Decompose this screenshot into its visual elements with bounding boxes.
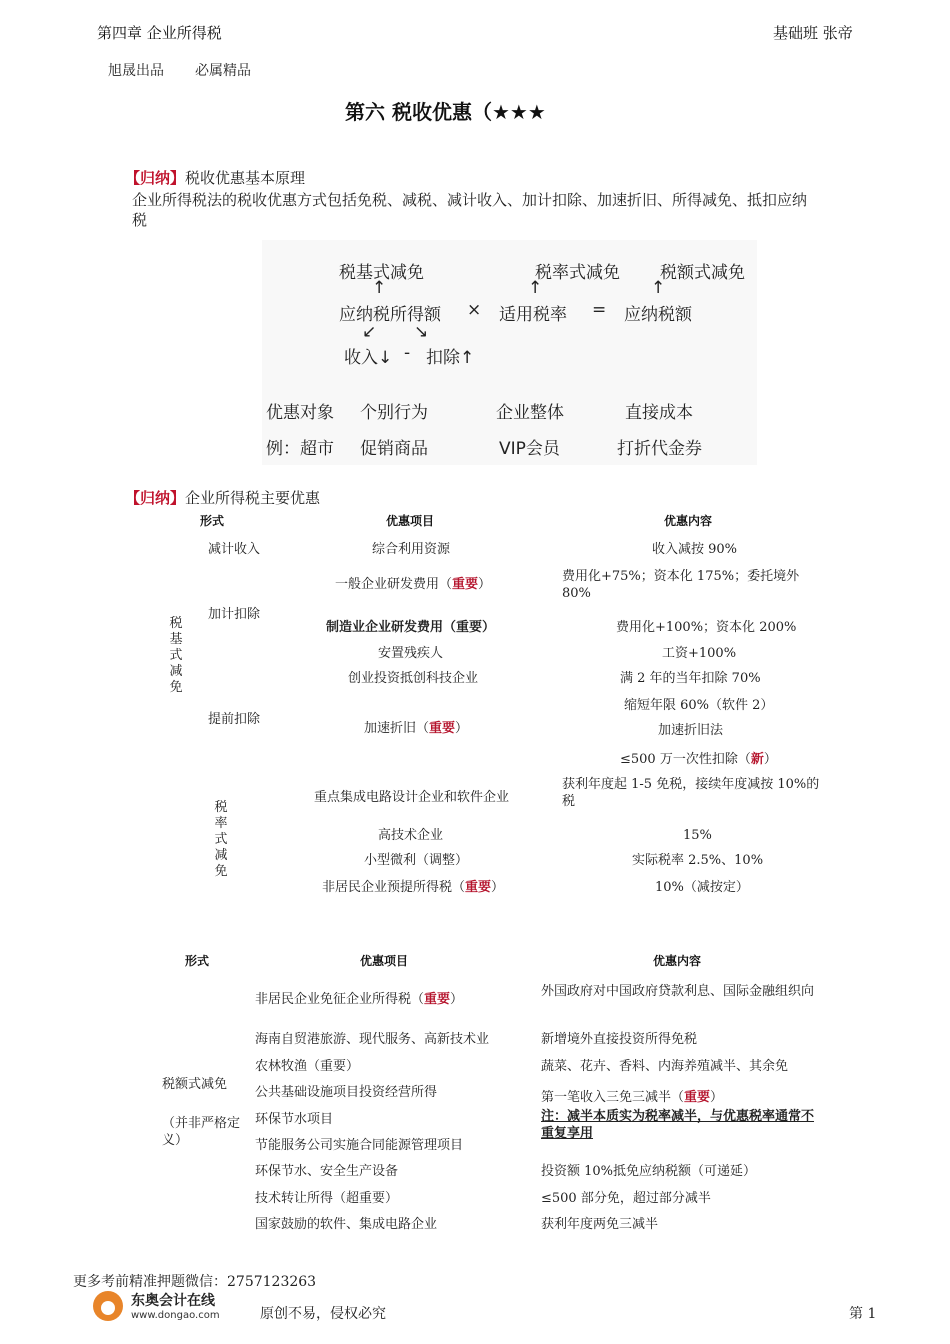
publisher-left: 旭晟出品 xyxy=(108,63,164,79)
t1-r1-content: 收入减按 90% xyxy=(652,542,738,557)
diagram-row1-c3: 企业整体 xyxy=(496,403,564,423)
t2-r6-item: 节能服务公司实施合同能源管理项目 xyxy=(255,1138,464,1153)
summary2-tag: 【归纳】 xyxy=(125,489,186,507)
t2-r4-content: 第一笔收入三免三减半（重要） xyxy=(541,1090,724,1105)
t2-r9-item: 国家鼓励的软件、集成电路企业 xyxy=(255,1217,438,1232)
summary1-tag: 【归纳】 xyxy=(125,169,186,187)
summary1-heading xyxy=(125,167,305,188)
t2-r5-item: 环保节水项目 xyxy=(255,1112,334,1127)
t1-r1-item: 综合利用资源 xyxy=(372,542,451,557)
up-arrow-icon: ↑ xyxy=(528,278,543,298)
t1-r5-content: 满 2 年的当年扣除 70% xyxy=(620,671,761,686)
summary1-body: 企业所得税法的税收优惠方式包括免税、减税、减计收入、加计扣除、加速折旧、所得减免、抵扣应纳 xyxy=(132,191,808,209)
t1-r9-item: 小型微利（调整） xyxy=(364,853,469,868)
table1-header-form: 形式 xyxy=(200,514,225,528)
t2-r2-item: 海南自贸港旅游、现代服务、高新技术业 xyxy=(255,1032,490,1047)
summary2-title: 企业所得税主要优惠 xyxy=(185,489,321,507)
t2-r4-note: 注：减半本质实为税率减半，与优惠税率通常不重复享用 xyxy=(541,1109,815,1141)
footer-page: 第 1 xyxy=(849,1306,877,1322)
t1-r3-content: 费用化+100%；资本化 200% xyxy=(616,620,797,635)
t1-r2-item: 一般企业研发费用（重要） xyxy=(335,577,492,592)
t1-r8-item: 高技术企业 xyxy=(378,828,444,843)
logo-url: www.dongao.com xyxy=(131,1310,220,1321)
t1-r7-item: 重点集成电路设计企业和软件企业 xyxy=(314,790,510,805)
t1-r8-content: 15% xyxy=(683,828,712,843)
t1-r6-content-b: 加速折旧法 xyxy=(658,723,724,738)
summary2-heading xyxy=(125,487,321,507)
section-title: 第六 税收优惠（★★★ xyxy=(345,100,546,124)
dongao-logo xyxy=(93,1289,243,1329)
footer-slogan: 原创不易，侵权必究 xyxy=(260,1306,386,1322)
t1-r2-form: 加计扣除 xyxy=(208,607,261,622)
diagram-times: × xyxy=(467,300,482,320)
t2-r1-content: 外国政府对中国政府贷款利息、国际金融组织向 xyxy=(541,984,815,999)
t2-group-note: （并非严格定义） xyxy=(162,1116,241,1148)
diagram-tax-payable: 应纳税额 xyxy=(624,305,692,325)
tax-formula-diagram xyxy=(262,240,757,465)
arrow-down-left-icon: ↙ xyxy=(362,322,377,342)
publisher-right: 必属精品 xyxy=(195,63,251,79)
t1-r5-item: 创业投资抵创科技企业 xyxy=(348,671,479,686)
diagram-rate: 适用税率 xyxy=(499,305,567,325)
diagram-deduction: 扣除↑ xyxy=(426,348,475,368)
t1-r9-content: 实际税率 2.5%、10% xyxy=(632,853,764,868)
arrow-down-right-icon: ↘ xyxy=(414,322,429,342)
diagram-income: 收入↓ xyxy=(344,348,393,368)
t1-r4-content: 工资+100% xyxy=(662,646,737,661)
diagram-top3: 税额式减免 xyxy=(660,263,745,283)
diagram-row1-c2: 个别行为 xyxy=(360,403,428,423)
t1-group1-label: 税基式减免 xyxy=(169,616,183,695)
table2-header-item: 优惠项目 xyxy=(360,954,409,968)
t2-r4-item: 公共基础设施项目投资经营所得 xyxy=(255,1085,438,1100)
t2-r7-item: 环保节水、安全生产设备 xyxy=(255,1164,399,1179)
t2-group-label: 税额式减免 xyxy=(162,1077,228,1092)
t1-r10-item: 非居民企业预提所得税（重要） xyxy=(322,880,505,895)
diagram-row2-c2: 促销商品 xyxy=(360,439,428,459)
diagram-row2-c3: VIP会员 xyxy=(499,439,560,459)
table1-header-item: 优惠项目 xyxy=(386,514,435,528)
diagram-top2: 税率式减免 xyxy=(535,263,620,283)
diagram-taxable-income: 应纳税所得额 xyxy=(339,305,441,325)
logo-brand: 东奥会计在线 xyxy=(131,1293,215,1309)
t2-r8-content: ≤500 部分免，超过部分减半 xyxy=(541,1191,711,1206)
t1-r4-item: 安置残疾人 xyxy=(378,646,444,661)
diagram-top1: 税基式减免 xyxy=(339,263,424,283)
table1-header-content: 优惠内容 xyxy=(664,514,713,528)
t2-r2-content: 新增境外直接投资所得免税 xyxy=(541,1032,698,1047)
t1-r6-content-c: ≤500 万一次性扣除（新） xyxy=(620,752,777,767)
chapter-title: 第四章 企业所得税 xyxy=(97,24,222,42)
t1-r10-content: 10%（减按定） xyxy=(655,880,749,895)
t2-r9-content: 获利年度两免三减半 xyxy=(541,1217,659,1232)
t1-r6-item: 加速折旧（重要） xyxy=(364,721,469,736)
t1-r7-content: 获利年度起 1-5 免税，接续年度减按 10%的税 xyxy=(562,777,820,809)
diagram-minus: - xyxy=(404,343,411,363)
t2-r3-item: 农林牧渔（重要） xyxy=(255,1059,360,1074)
diagram-row2-c4: 打折代金券 xyxy=(617,439,702,459)
t1-r3-item: 制造业企业研发费用（重要） xyxy=(326,620,496,635)
footer-wechat: 更多考前精准押题微信：2757123263 xyxy=(73,1274,317,1290)
up-arrow-icon: ↑ xyxy=(651,278,666,298)
summary1-title: 税收优惠基本原理 xyxy=(185,169,306,187)
table2-header-content: 优惠内容 xyxy=(653,954,702,968)
up-arrow-icon: ↑ xyxy=(372,278,387,298)
t2-r1-item: 非居民企业免征企业所得税（重要） xyxy=(255,992,464,1007)
diagram-row2-c1: 例：超市 xyxy=(266,439,334,459)
t1-group2-label: 税率式减免 xyxy=(214,800,228,879)
diagram-equals: = xyxy=(592,300,607,320)
course-name: 基础班 张帝 xyxy=(773,24,853,42)
t1-r6-form: 提前扣除 xyxy=(208,712,261,727)
t1-r2-content: 费用化+75%；资本化 175%；委托境外 80% xyxy=(562,569,800,601)
summary1-body-cut: 税 xyxy=(132,211,148,229)
diagram-row1-c1: 优惠对象 xyxy=(266,403,334,423)
t2-r8-item: 技术转让所得（超重要） xyxy=(255,1191,399,1206)
t1-r6-content-a: 缩短年限 60%（软件 2） xyxy=(624,698,774,713)
t1-r1-form: 减计收入 xyxy=(208,542,261,557)
diagram-row1-c4: 直接成本 xyxy=(625,403,693,423)
table2-header-form: 形式 xyxy=(185,954,210,968)
t2-r7-content: 投资额 10%抵免应纳税额（可递延） xyxy=(541,1164,757,1179)
t2-r3-content: 蔬菜、花卉、香料、内海养殖减半、其余免 xyxy=(541,1059,789,1074)
